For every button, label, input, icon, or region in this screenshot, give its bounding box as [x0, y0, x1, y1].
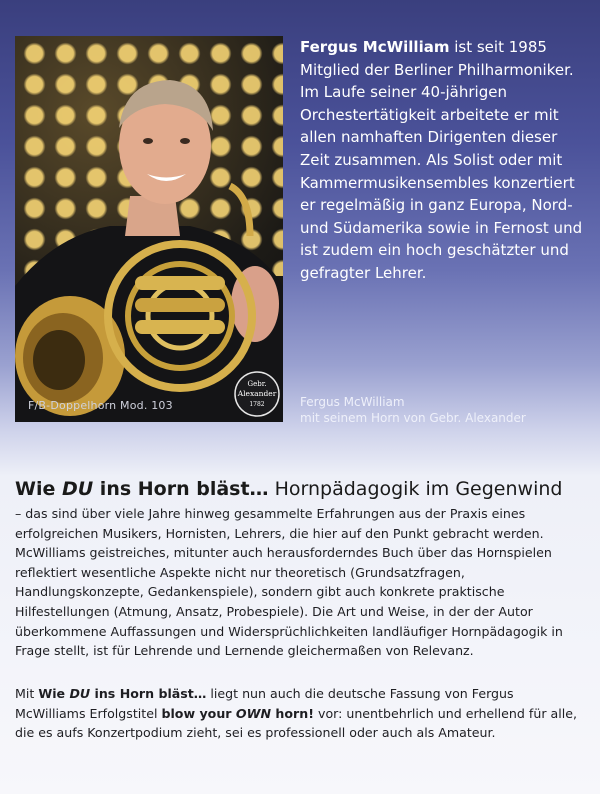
photo-credit-description: mit seinem Horn von Gebr. Alexander: [300, 411, 526, 425]
instrument-caption: F/B-Doppelhorn Mod. 103: [28, 399, 173, 412]
portrait-photo: [15, 36, 283, 422]
para2-title-c: ins Horn bläst…: [90, 686, 207, 701]
para2-orig-a: blow your: [161, 705, 236, 721]
para2-text-2: liegt nun auch die deutsche Fassung von Fergus McWilliams Erfolgstitel: [15, 686, 514, 721]
headline-title-end: ins Horn bläst…: [93, 478, 269, 500]
description-paragraph: – das sind über viele Jahre hinweg gesammelte Erfahrungen aus der Praxis eines erfolgreichen Musikers, Hornisten, Lehrers, die hier auf den Punkt gebracht werden. McWilliams geistreiches, mitunter auch herausforderndes Buch über das Hornspielen reflektiert wesentliche Aspekte nicht nur theoretisch (Grundsatzfragen, Handlungskonzepte, Gedankenspiele), sondern gibt auch konkrete praktische Hilfestellungen (Atmung, Ansatz, Probespiele). Die Art und Weise, in der der Autor überkommene Auffassungen und Widersprüchlichkeiten landläufiger Hornpädagogik in Frage stellt, ist für Lehrende und Lernende gleichermaßen von Relevanz.: [15, 506, 563, 659]
bio-text: ist seit 1985 Mitglied der Berliner Philharmoniker. Im Laufe seiner 40-jährigen Orchestertätigkeit arbeitete er mit allen namhaften Dirigenten dieser Zeit zusammen. Als Solist oder mit Kammermusikensembles konzertiert er regelmäßig in ganz Europa, Nord- und Südamerika sowie in Fernost und ist zudem ein hoch geschätzter und gefragter Lehrer.: [300, 38, 583, 282]
gebr-alexander-logo: [235, 372, 279, 416]
para2-orig-c: horn!: [271, 705, 314, 721]
svg-text:Alexander: Alexander: [237, 389, 277, 398]
para2-text-1: Mit: [15, 686, 39, 701]
biography: [300, 36, 590, 285]
headline-title-du: DU: [61, 478, 94, 500]
hornist-illustration: [15, 36, 283, 422]
book-headline: [15, 478, 595, 500]
headline-subtitle: Hornpädagogik im Gegenwind: [268, 478, 563, 500]
svg-text:Gebr.: Gebr.: [247, 380, 267, 388]
para2-orig-b: OWN: [235, 705, 272, 721]
para2-title-b: DU: [69, 686, 91, 701]
photo-credit: [300, 394, 526, 426]
para2-text-3: vor: unentbehrlich und erhellend für alle, die es aufs Konzertpodium zieht, sei es professionell oder auch als Amateur.: [15, 705, 577, 741]
headline-title-start: Wie: [15, 478, 62, 500]
bio-name: Fergus McWilliam: [300, 38, 450, 56]
svg-text:1782: 1782: [249, 401, 265, 408]
edition-paragraph: [15, 684, 587, 743]
photo-credit-name: Fergus McWilliam: [300, 395, 405, 409]
para2-title-a: Wie: [38, 686, 70, 701]
